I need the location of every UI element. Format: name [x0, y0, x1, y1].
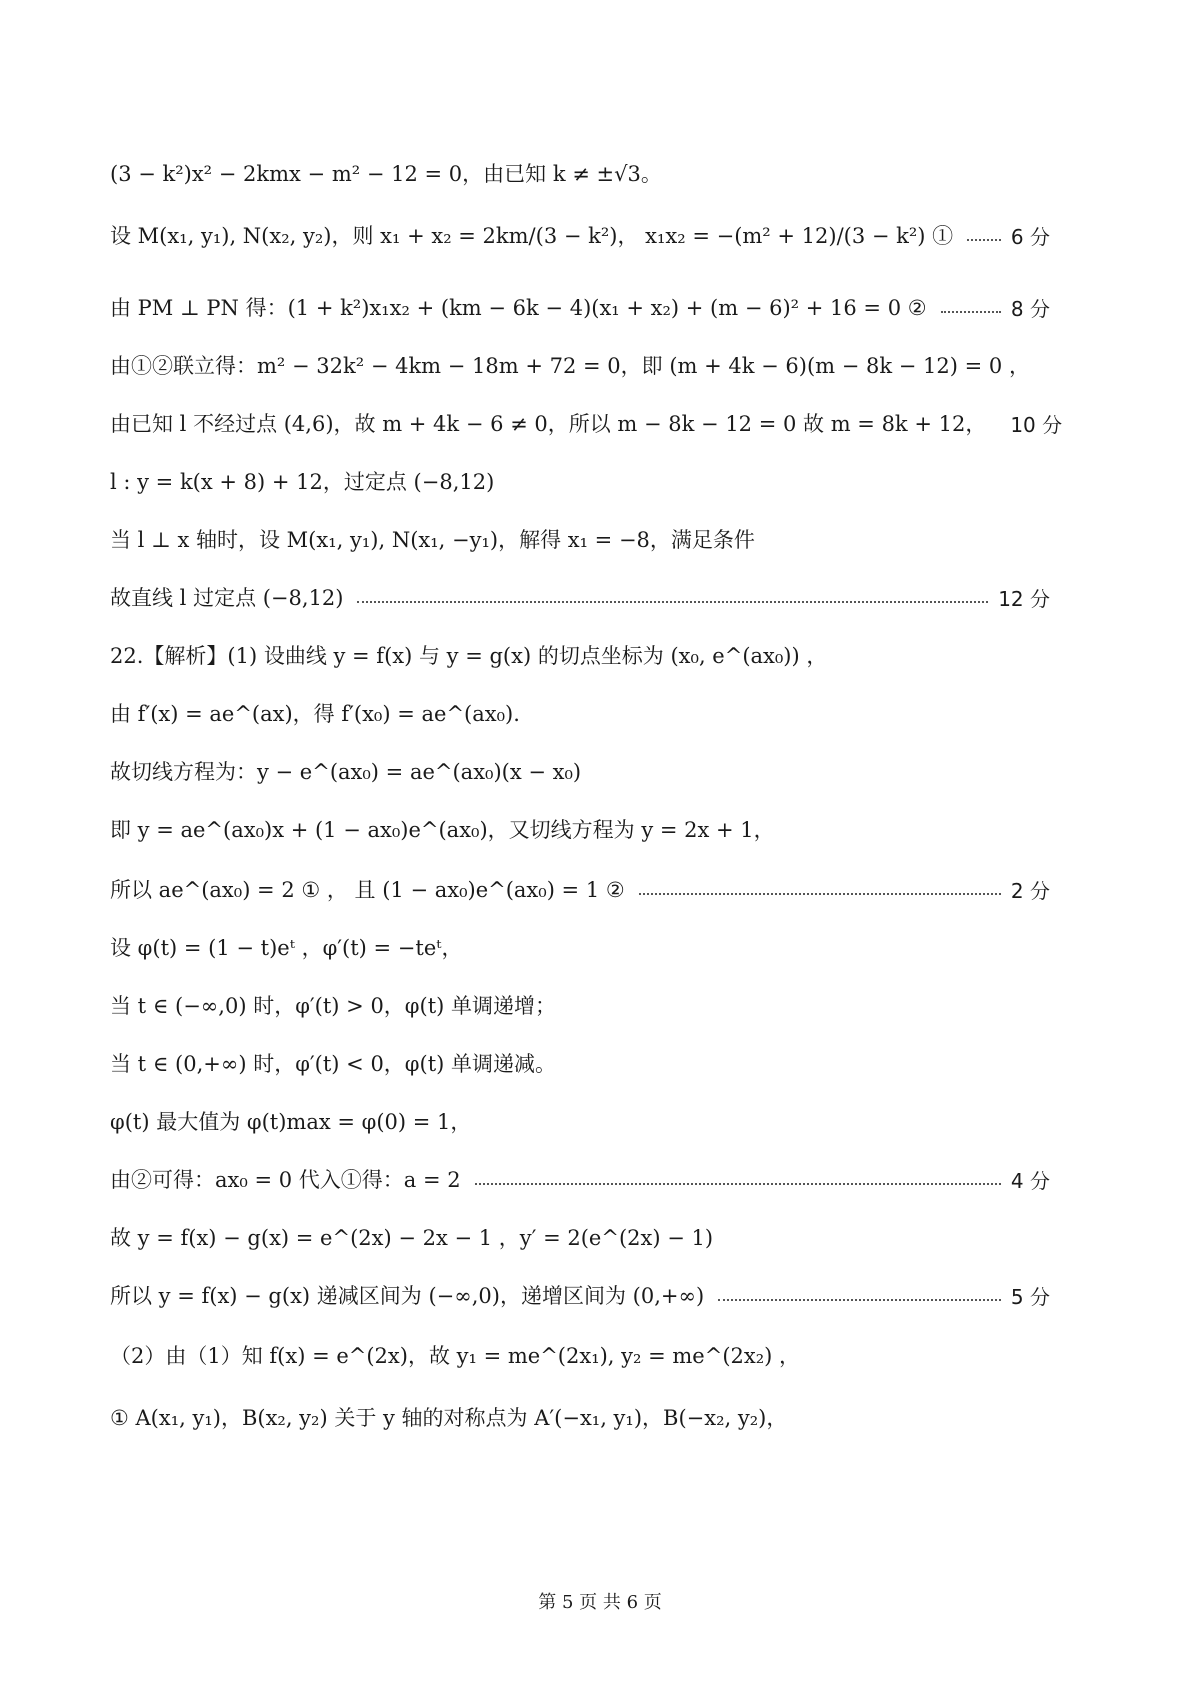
dot-leader	[941, 311, 1001, 313]
text-line-4	[110, 356, 1050, 377]
text-line-15	[110, 996, 1050, 1017]
text-line-6	[110, 472, 1050, 493]
line-content: φ(t) 最大值为 φ(t)max = φ(0) = 1，	[110, 1110, 472, 1134]
dot-leader	[639, 893, 1001, 895]
text-line-11	[110, 762, 1050, 783]
line-content: 22.【解析】(1) 设曲线 y = f(x) 与 y = g(x) 的切点坐标为 (x₀, e^(ax₀)) ，	[110, 644, 828, 668]
line-content: 当 l ⊥ x 轴时，设 M(x₁, y₁), N(x₁, −y₁)，解得 x₁ = −8，满足条件	[110, 528, 755, 552]
dot-leader	[967, 239, 1001, 241]
text-line-19	[110, 1228, 1050, 1249]
line-content: 故 y = f(x) − g(x) = e^(2x) − 2x − 1 ，y′ = 2(e^(2x) − 1)	[110, 1226, 714, 1250]
text-line-18	[110, 1170, 1050, 1191]
line-content: 所以 y = f(x) − g(x) 递减区间为 (−∞,0)，递增区间为 (0,+∞)	[110, 1284, 705, 1308]
text-line-22	[110, 1408, 1050, 1429]
text-line-1	[110, 164, 1050, 185]
line-content: 当 t ∈ (−∞,0) 时，φ′(t) > 0，φ(t) 单调递增；	[110, 994, 557, 1018]
text-line-9	[110, 646, 1050, 667]
page-footer: 第 5 页 共 6 页	[538, 1592, 662, 1613]
line-content: (3 − k²)x² − 2kmx − m² − 12 = 0，由已知 k ≠ ±√3。	[110, 162, 662, 186]
line-content: 由②可得：ax₀ = 0 代入①得：a = 2	[110, 1168, 461, 1192]
text-line-10	[110, 704, 1050, 725]
text-line-20	[110, 1286, 1050, 1307]
line-content: ① A(x₁, y₁)，B(x₂, y₂) 关于 y 轴的对称点为 A′(−x₁, y₁)，B(−x₂, y₂)，	[110, 1406, 788, 1430]
line-content: 由 PM ⊥ PN 得：(1 + k²)x₁x₂ + (km − 6k − 4)(x₁ + x₂) + (m − 6)² + 16 = 0 ②	[110, 296, 927, 320]
line-content: 故直线 l 过定点 (−8,12)	[110, 586, 344, 610]
line-content: 即 y = ae^(ax₀)x + (1 − ax₀)e^(ax₀)，又切线方程为 y = 2x + 1，	[110, 818, 775, 842]
text-line-17	[110, 1112, 1050, 1133]
line-content: 故切线方程为：y − e^(ax₀) = ae^(ax₀)(x − x₀)	[110, 760, 582, 784]
line-content: 当 t ∈ (0,+∞) 时，φ′(t) < 0，φ(t) 单调递减。	[110, 1052, 557, 1076]
line-content: 设 M(x₁, y₁), N(x₂, y₂)，则 x₁ + x₂ = 2km/(3 − k²)， x₁x₂ = −(m² + 12)/(3 − k²) ①	[110, 224, 954, 248]
line-content: 由①②联立得：m² − 32k² − 4km − 18m + 72 = 0，即 (m + 4k − 6)(m − 8k − 12) = 0 ，	[110, 354, 1030, 378]
text-line-14	[110, 938, 1050, 959]
text-line-16	[110, 1054, 1050, 1075]
line-content: l : y = k(x + 8) + 12，过定点 (−8,12)	[110, 470, 495, 494]
text-line-7	[110, 530, 1050, 551]
line-content: 设 φ(t) = (1 − t)eᵗ ，φ′(t) = −teᵗ，	[110, 936, 463, 960]
dot-leader	[357, 601, 988, 603]
line-content: 由已知 l 不经过点 (4,6)，故 m + 4k − 6 ≠ 0，所以 m − 8k − 12 = 0 故 m = 8k + 12，	[110, 412, 987, 436]
score-label: 6 分	[1010, 224, 1050, 249]
text-line-13	[110, 880, 1050, 901]
text-line-2	[110, 226, 1050, 247]
dot-leader	[718, 1299, 1001, 1301]
score-label: 4 分	[1010, 1168, 1050, 1193]
text-line-3	[110, 298, 1050, 319]
score-label: 8 分	[1010, 296, 1050, 321]
line-content: 由 f′(x) = ae^(ax)，得 f′(x₀) = ae^(ax₀).	[110, 702, 520, 726]
score-label: 2 分	[1010, 878, 1050, 903]
score-label: 5 分	[1010, 1284, 1050, 1309]
score-label: 10 分	[1010, 412, 1063, 437]
text-line-8	[110, 588, 1050, 609]
dot-leader	[475, 1183, 1001, 1185]
text-line-5	[110, 412, 1063, 437]
text-line-12	[110, 820, 1050, 841]
line-content: 所以 ae^(ax₀) = 2 ① ， 且 (1 − ax₀)e^(ax₀) = 1 ②	[110, 878, 625, 902]
score-label: 12 分	[998, 586, 1050, 611]
text-line-21	[110, 1346, 1050, 1367]
line-content: （2）由（1）知 f(x) = e^(2x)，故 y₁ = me^(2x₁), y₂ = me^(2x₂) ，	[110, 1344, 801, 1368]
